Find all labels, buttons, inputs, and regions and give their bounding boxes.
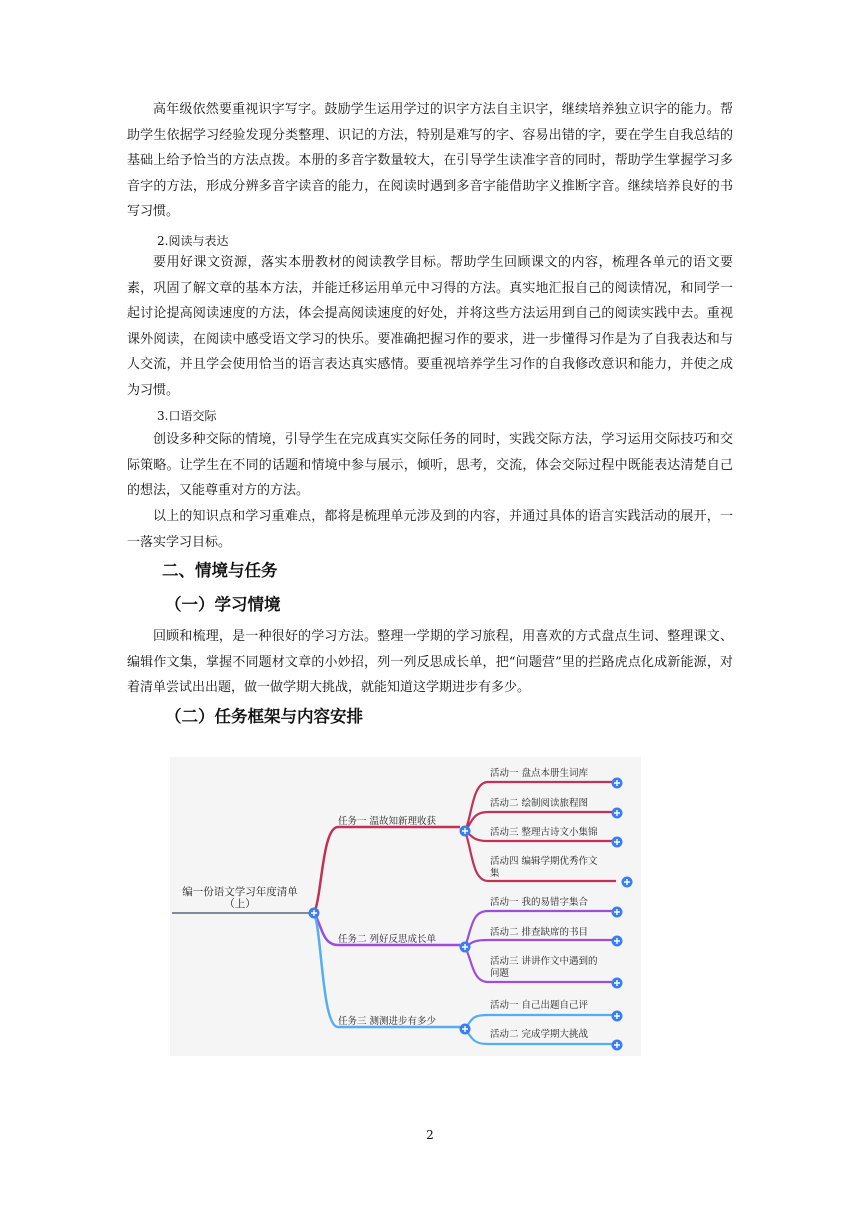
activity-expand-icon[interactable] <box>612 907 623 918</box>
task-1-activity-3: 活动三 整理古诗文小集锦 <box>490 827 598 838</box>
task-1-activity-4: 活动四 编辑学期优秀作文 <box>490 856 598 867</box>
task-2-label: 任务二 列好反思成长单 <box>338 934 437 945</box>
task-2-activity-lines <box>465 911 616 982</box>
task-3-label: 任务三 测测进步有多少 <box>338 1016 437 1027</box>
activity-expand-icon[interactable] <box>612 778 623 789</box>
root-topic: 编一份语文学习年度清单 <box>182 886 298 898</box>
root-topic-line2: （上） <box>224 898 256 910</box>
task-1-label: 任务一 温故知新理收获 <box>338 816 437 827</box>
task-2-activity-3: 活动三 讲讲作文中遇到的 <box>490 956 598 967</box>
activity-expand-icon[interactable] <box>612 978 623 989</box>
task-1-activity-4-line2: 集 <box>490 868 500 879</box>
section-heading-situation-tasks: 二、情境与任务 <box>162 561 278 580</box>
branch-task-1 <box>314 827 460 913</box>
task-1-expand-icon[interactable] <box>460 826 471 837</box>
heading-learning-situation: （一）学习情境 <box>165 595 281 614</box>
task-2-activity-1: 活动一 我的易错字集合 <box>490 897 589 908</box>
task-2-activity-3-line2: 问题 <box>490 968 510 979</box>
page-number: 2 <box>426 1128 434 1142</box>
subheading-oral-communication: 3.口语交际 <box>157 409 217 423</box>
task-2-expand-icon[interactable] <box>460 942 471 953</box>
task-2-activity-2: 活动二 排查缺席的书目 <box>490 927 589 938</box>
paragraph-situation: 回顾和梳理，是一种很好的学习方法。整理一学期的学习旅程，用喜欢的方式盘点生词、整理课文、编辑作文集，掌握不同题材文章的小妙招，列一列反思成长单，把“问题营”里的拦路虎点化成新能源，对着清单尝试出出题，做一做学期大挑战，就能知道这学期进步有多少。 <box>127 629 733 695</box>
activity-expand-icon[interactable] <box>612 837 623 848</box>
activity-expand-icon[interactable] <box>612 808 623 819</box>
activity-expand-icon[interactable] <box>612 1011 623 1022</box>
activity-expand-icon[interactable] <box>612 936 623 947</box>
paragraph-oral: 创设多种交际的情境，引导学生在完成真实交际任务的同时，实践交际方法，学习运用交际技巧和交际策略。让学生在不同的话题和情境中参与展示，倾听，思考，交流，体会交际过程中既能表达清楚自己的想法，又能尊重对方的方法。 <box>127 432 733 498</box>
branch-task-3 <box>314 913 460 1027</box>
subheading-reading-expression: 2.阅读与表达 <box>157 234 229 248</box>
task-3-activity-2: 活动二 完成学期大挑战 <box>490 1029 589 1040</box>
activity-expand-icon[interactable] <box>612 1040 623 1051</box>
activity-expand-icon[interactable] <box>622 877 633 888</box>
mind-map <box>170 757 641 1056</box>
heading-task-framework: （二）任务框架与内容安排 <box>165 707 363 726</box>
paragraph-summary: 以上的知识点和学习重难点，都将是梳理单元涉及到的内容，并通过具体的语言实践活动的展开，一一落实学习目标。 <box>127 509 733 550</box>
paragraph-reading: 要用好课文资源，落实本册教材的阅读教学目标。帮助学生回顾课文的内容，梳理各单元的语文要素，巩固了解文章的基本方法，并能迁移运用单元中习得的方法。真实地汇报自己的阅读情况，和同学一起讨论提高阅读速度的方法，体会提高阅读速度的好处，并将这些方法运用到自己的阅读实践中去。重视课外阅读，在阅读中感受语文学习的快乐。要准确把握习作的要求，进一步懂得习作是为了自我表达和与人交流，并且学会使用恰当的语言表达真实感情。要重视培养学生习作的自我修改意识和能力，并使之成为习惯。 <box>127 255 733 398</box>
paragraph-literacy: 高年级依然要重视识字写字。鼓励学生运用学过的识字方法自主识字，继续培养独立识字的能力。帮助学生依据学习经验发现分类整理、识记的方法，特别是难写的字、容易出错的字，要在学生自我总结的基础上给予恰当的方法点拨。本册的多音字数量较大，在引导学生读准字音的同时，帮助学生掌握学习多音字的方法，形成分辨多音字读音的能力，在阅读时遇到多音字能借助字义推断字音。继续培养良好的书写习惯。 <box>127 102 733 219</box>
root-expand-icon[interactable] <box>309 908 320 919</box>
task-1-activity-1: 活动一 盘点本册生词库 <box>490 768 589 779</box>
task-3-activity-1: 活动一 自己出题自己评 <box>490 1000 589 1011</box>
task-1-activity-2: 活动二 绘制阅读旅程图 <box>490 798 589 809</box>
task-3-expand-icon[interactable] <box>460 1024 471 1035</box>
